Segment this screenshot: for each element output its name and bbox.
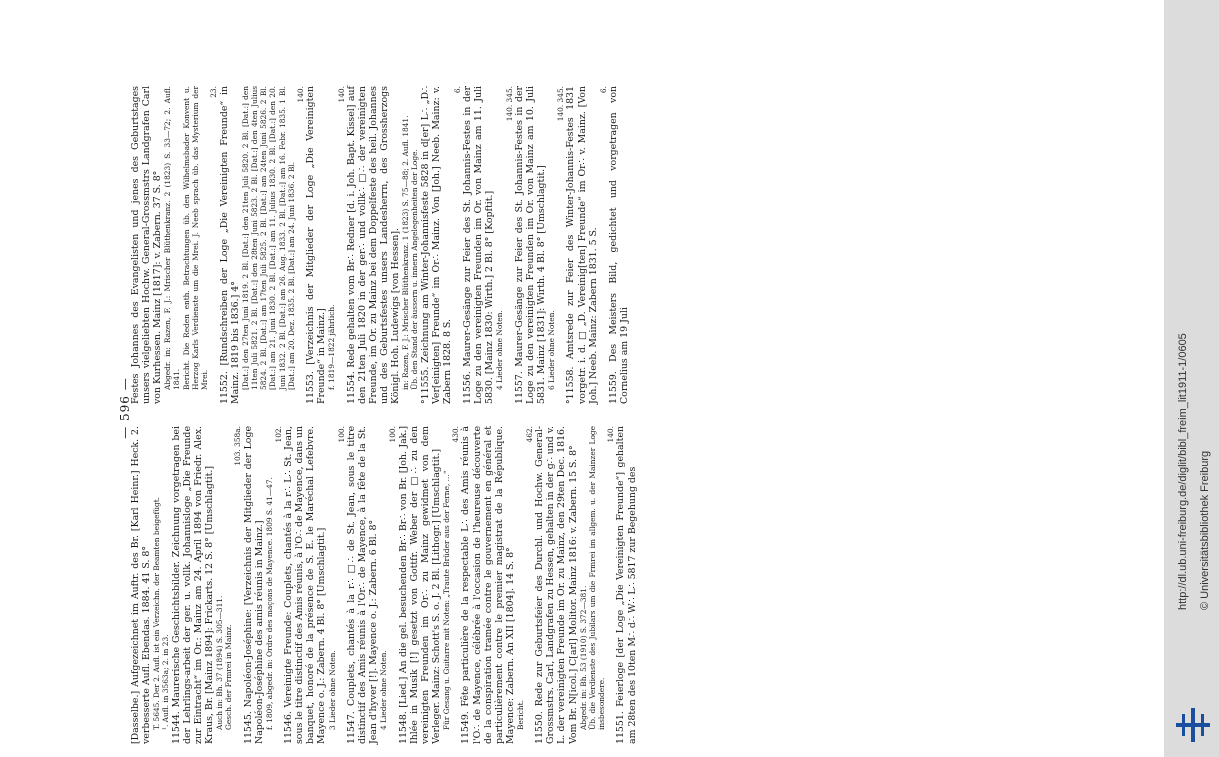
entry-text: Feierloge [der Loge „Die Vereinigten Freunde“] gehalten am 28ten des 10ten M∴ d∴ W∴ L∴ 5817 zur Begehung des bbox=[615, 426, 638, 744]
entry-text: Napoléon-Joséphine: [Verzeichnis der Mitglieder der Loge Napoléon-Joséphine des amis réunis in Mainz.] bbox=[242, 426, 265, 744]
entry-number: 11548. bbox=[397, 707, 409, 744]
entry-note: 4 Lieder ohne Noten. bbox=[379, 650, 389, 730]
entry-number: 11544. bbox=[170, 707, 182, 744]
rotated-page bbox=[118, 72, 638, 744]
bibliography-entry bbox=[283, 426, 327, 744]
entry-number: 11549. bbox=[460, 706, 472, 744]
entry-number: °11558. bbox=[565, 359, 577, 404]
bibliography-entry bbox=[398, 426, 442, 744]
bibliography-entry bbox=[460, 426, 515, 744]
entry-text: Des Meisters Bild, gedichtet und vorgetragen von Cornelius am 19 Juli bbox=[607, 86, 631, 404]
entry-reference-count: 140. 345. bbox=[556, 86, 566, 122]
entry-text: Festes Johannes des Evangelisten und jenes des Geburtstages unsers vielgeliebten Hochw. General-Grossmstrs Landgrafen Carl von Kurhessen. Mainz [1817]: v. Zabern. 37 S. 8° bbox=[130, 86, 164, 404]
right-column bbox=[130, 86, 630, 404]
bibliography-entry bbox=[219, 86, 241, 404]
entry-note: [Dat.:] den 27ten Juni 1819. 2 Bl. [Dat.:] den 21ten Juli 5820. 2 Bl. [Dat.:] den 11ten Juli 5821. 2 Bl. [Dat.:] den 28ten Juni 5823. 2 Bl. [Dat.:] den 4ten Julius 5824. 2 Bl. [Dat.:] am 17ten Juli 5825. 2 Bl. [Dat.:] am 24ten Juni 5826. 2 Bl. [Dat.:] am 21. Juni 1830. 2 Bl. [Dat.:] am 11. Julius 1830. 2 Bl. [Dat.:] den 20. Juni 1832. 2 Bl. [Dat.:] am 26. Aug. 1833. 2 Bl. [Dat.:] am 16. Febr. 1835. 1 Bl. [Dat.:] am 20. Dez. 1835. 2 Bl. [Dat.:] am 24. Juni 1836. 2 Bl. bbox=[240, 86, 296, 390]
entry-note: 4 Lieder ohne Noten. bbox=[495, 310, 505, 390]
entry-text: Rede gehalten vom Br∴ Redner [d. i. Joh. Bapt. Kissel] auf den 21ten Juli 1820 in der ger∴ und vollk∴ □∴ der vereinigten Freunde, im Or. zu Mainz bei dem Doppelfeste des heil. Johannes und des Geburtsfestes unsers Landesherrn, des Grossherzogs Königl. Hoh. Ludewigs [von Hessen]. bbox=[345, 86, 402, 404]
entry-number: 11545. bbox=[242, 707, 254, 744]
entry-number: 11554. bbox=[345, 367, 357, 404]
bibliography-entry bbox=[130, 426, 152, 744]
entry-reference-count: 102. bbox=[273, 426, 283, 443]
entry-reference-count: 462. bbox=[525, 426, 535, 443]
entry-reference-count: 100. bbox=[388, 426, 398, 443]
bibliography-entry bbox=[305, 86, 327, 404]
source-url[interactable]: http://dl.ub.uni-freiburg.de/diglit/bibl_freim_lit1911-1/0605 bbox=[1177, 333, 1189, 610]
entry-reference-count: 140. bbox=[606, 426, 616, 443]
entry-note: 3 Lieder ohne Noten. bbox=[327, 650, 337, 730]
entry-note: Auch in: Bh. 37 (1894) S. 305—311. bbox=[214, 595, 224, 730]
entry-number: 11550. bbox=[534, 706, 546, 744]
page-number: — 596 — bbox=[118, 377, 132, 439]
copyright-notice: © Universitätsbibliothek Freiburg bbox=[1199, 450, 1211, 610]
bibliography-entry bbox=[565, 86, 598, 404]
bibliography-entry bbox=[346, 86, 401, 404]
entry-note: Üb. die Verdienste des Jubilars um die Frmrei im allgem. u. der Mainzer Loge insbesondere. bbox=[587, 426, 607, 730]
sidebar bbox=[1164, 0, 1219, 757]
university-library-logo-icon bbox=[1176, 708, 1210, 742]
entry-note: T. 5645. Der 2. Aufl. ist ein Verzeichn. der Beamten beigefügt. bbox=[152, 496, 162, 730]
entry-note: Abgedr. in: Razen, F. J.: Mrischer Blüthenkranz. 2 (1823) S. 33—72; 2. Aufl. 1841. bbox=[163, 86, 182, 390]
entry-reference-count: 6. bbox=[598, 86, 608, 94]
entry-number: 11559. bbox=[607, 361, 619, 404]
bibliography-entry bbox=[171, 426, 215, 744]
entry-number: 11551. bbox=[615, 706, 627, 744]
entry-note: Gesch. der Frmrei in Mainz. bbox=[224, 624, 234, 730]
entry-note: Abgedr. in: Bh. 53 (1910) S. 372—381. bbox=[578, 585, 588, 730]
entry-reference-count: 6. bbox=[452, 86, 462, 94]
entry-note: ¹. Aufl. in 3563a; 2. in 23. bbox=[161, 634, 171, 730]
entry-note: 6 Lieder ohne Noten. bbox=[547, 310, 557, 390]
bibliography-entry bbox=[346, 426, 379, 744]
entry-note: f. 1809, abgedr. in: Ordre des maçons de Mayence. 1809 S. 41—47. bbox=[264, 477, 274, 730]
entry-number: 11547. bbox=[345, 705, 357, 744]
entry-reference-count: 430. bbox=[451, 426, 461, 443]
entry-text: Zeichnung am Winter-Johannisfeste 5828 in d[er] L∴ „D∴ Ver[einigten] Freunde“ im Or∴ Mainz. Von [Joh.] Neeb. Mainz: v. Zabern 1828. 8 S. bbox=[419, 86, 453, 404]
bibliography-entry bbox=[615, 426, 637, 744]
entry-reference-count: 100. bbox=[336, 426, 346, 443]
entry-note: Üb. den Stand der äussern u. innern Angelegenheiten der Loge. bbox=[410, 149, 420, 390]
entry-number: 11556. bbox=[462, 366, 474, 404]
entry-note: Bericht. bbox=[515, 700, 525, 730]
bibliography-entry bbox=[608, 86, 630, 404]
entry-number: 11546. bbox=[283, 707, 295, 744]
entry-text: [Rundschreiben der Loge „Die Vereinigten Freunde“ in Mainz. 1819 bis 1836.] 4° bbox=[218, 86, 241, 404]
entry-text: [Dasselbe.] Aufgezeichnet im Auftr. des Br. [Karl Heinr.] Heck. 2. verbesserte Aufl. Ebendas. 1884. 41 S. 8° bbox=[130, 426, 153, 744]
entry-note: in: Razen, F. J.: Mrischer Blüthenkranz. 1 (1823) S. 75—88; 2. Aufl. 1841. bbox=[401, 115, 411, 390]
entry-number: 11557. bbox=[513, 366, 525, 404]
entry-text: Couplets, chantés à la r∴ □∴ de St. Jean, sous le titre distinctif des Amis réunis à l'Or∴ de Mayence, à la fête de la St. Jean d'hyver [!]. Mayence o. J.: Zabern. 6 Bl. 8° bbox=[345, 426, 380, 744]
entry-text: Maurer-Gesänge zur Feier des St. Johannis-Festes in der Loge zu den vereinigten Freunden im Or. von Mainz am 10. Juli 5831. Mainz [1831]: Wirth. 4 Bl. 8° [Umschlagtit.] bbox=[513, 86, 547, 404]
entry-text: Rede zur Geburtsfeier des Durchl. und Hochw. General-Grossmstrs. Carl, Landgrafen zu Hessen, gehalten in der g∴ und v. L. der vereinigten Freunde im Or. zu Mainz, den 29ten Dec. 1816. Vom Br. N[icol.] C[arl] Molitor. Mainz 1816: v. Zabern. 15 S. 8° bbox=[534, 426, 579, 744]
bibliography-entry bbox=[243, 426, 265, 744]
bibliography-entry bbox=[130, 86, 163, 404]
entry-text: Vereinigte Freunde: Couplets, chantés à la r∴ L∴ St. Jean, sous le titre distinctif des Amis réunis, à l'O∴ de Mayence, dans un banquet, honoré de la présence de S. E. le Maréchal Lefebvre. Mayence o. J.: Zabern. 4 Bl. 8° [Umschlagtit.] bbox=[283, 426, 328, 744]
bibliography-entry bbox=[514, 86, 547, 404]
entry-reference-count: 23. bbox=[209, 86, 219, 98]
entry-number: 11553. bbox=[305, 364, 317, 404]
entry-note: f. 1819—1822 jährlich. bbox=[327, 304, 337, 390]
bibliography-entry bbox=[534, 426, 578, 744]
entry-note: Für Gesang u. Guitarre mit Noten: „Traute Brüder aus der Ferne, ...“ bbox=[442, 470, 452, 730]
entry-reference-count: 103. 358a. bbox=[233, 426, 243, 466]
left-column bbox=[130, 426, 638, 744]
entry-reference-count: 140. 345. bbox=[504, 86, 514, 122]
entry-text: Maurer-Gesänge zur Feier des St. Johannis-Festes in der Loge zu den vereinigten Freunden im Or. von Mainz am 11. Juli 5830. [Mainz 1830: Wirth.] 2 Bl. 8° [Kopftit.] bbox=[462, 86, 496, 404]
entry-text: Fête particulière de la respectable L∴ des Amis réunis à l'O∴ de Mayence, célébrée à l'occasion de l'heureuse découverte de la conspiration tramée contre le gouvernement en général et particulièrement contre le premier magistrat de la République. Mayence: Zabern. An XII [1804]. 14 S. 8° bbox=[460, 426, 516, 744]
bibliography-entry bbox=[462, 86, 495, 404]
entry-reference-count: 140. bbox=[295, 86, 305, 103]
entry-text: [Lied.] An die gel. besuchenden Br∴ Br∴ von Br. [Joh. Jak.] Ihlée in Musik [!] gesetzt von Gottfr. Weber der □∴ zu den vereinigten Freunden im Or∴ zu Mainz gewidmet von dem Verleger. Mainz: Schott's S. o. J. 2 Bl. [Lithogr.] [Umschlagtit.] bbox=[397, 426, 442, 744]
entry-reference-count: 140. bbox=[336, 86, 346, 103]
entry-number: °11555. bbox=[419, 362, 431, 404]
entry-note: Bericht. Die Reden enth. Betrachtungen üb. den Wilhelmsbader Konvent u. Herzog Karls Verdienste um die Mrei. J. Neeb sprach üb. das Mysterium der Mrei. bbox=[181, 86, 210, 390]
entry-number: 11552. bbox=[218, 365, 230, 404]
entry-text: [Verzeichnis der Mitglieder der Loge „Die Vereinigten Freunde“ in Mainz.] bbox=[305, 86, 328, 404]
bibliography-entry bbox=[420, 86, 453, 404]
entry-text: Amtsrede zur Feier des Winter-Johannis-Festes 1831 vorgetr. i. d. □ „D. Vereinig[ten] Freunde“ im Or∴ v. Mainz. [Von Joh.] Neeb. Mainz: Zabern 1831. 5 S. bbox=[565, 86, 599, 404]
entry-text: Maurerische Geschichtsbilder. Zeichnung vorgetragen bei der Lehrlings-arbeit der ger. u. vollk. Johannisloge „Die Freunde zur Eintracht“ im Or.: Mainz am 24. April 1894 von Friedr. Alex. Kraus, Br. [Mainz 1894]: Frickarts. 12 S. 8° [Umschlagtit.] bbox=[170, 426, 215, 744]
